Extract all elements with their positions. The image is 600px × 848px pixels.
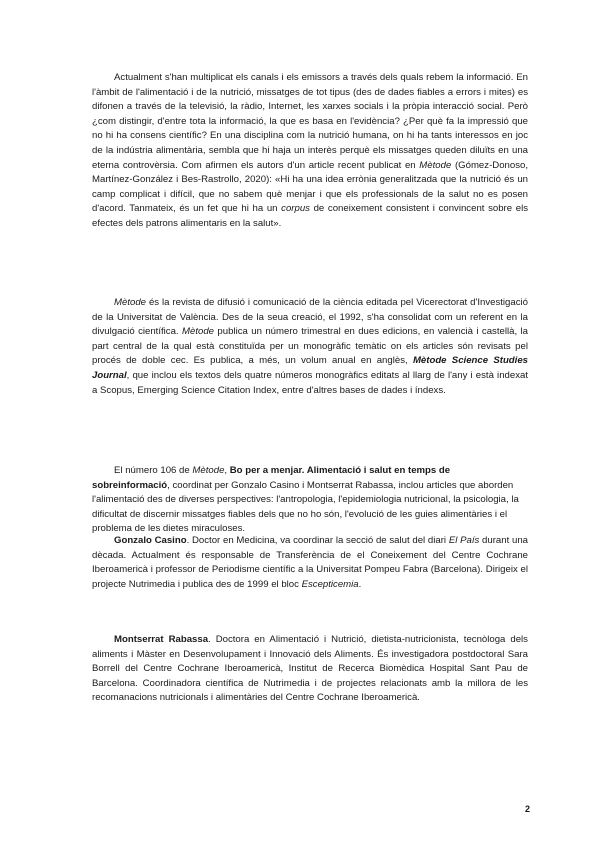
p5-name-montserrat-rabassa: Montserrat Rabassa (114, 634, 209, 645)
p4-italic-el-pais: El País (448, 535, 480, 546)
paragraph-metode-description (92, 296, 528, 398)
p4-name-gonzalo-casino: Gonzalo Casino (114, 535, 187, 546)
p3-italic-metode: Mètode (192, 465, 225, 476)
p4-text-3: . (358, 578, 362, 590)
p2-text-3: , que inclou els textos dels quatre números monogràfics editats al llarg de l'any i està indexat a Scopus, Emerging Science Citation Index, entre d'altres bases de dades i índexs. (92, 369, 528, 396)
p1-italic-metode: Mètode (419, 159, 452, 171)
p2-text-2: publica un número trimestral en dues edicions, en valencià i castellà, la part central de la qual està constituïda per un monogràfic temàtic on els articles són revisats pel procés de doble cec. Es publica, a més, un volum anual en anglès, (92, 326, 528, 367)
page-number: 2 (524, 804, 530, 814)
p2-italic-metode-1: Mètode (114, 297, 146, 308)
paragraph-intro (92, 71, 528, 232)
p2-italic-metode-2: Mètode (182, 326, 215, 338)
p3-text-2: , (224, 465, 230, 476)
paragraph-bio-montserrat-rabassa (92, 633, 528, 706)
p5-text-1: . Doctora en Alimentació i Nutrició, dietista-nutricionista, tecnòloga dels aliments i Màster en Desenvolupament i Innovació dels Aliments. És investigadora postdoctoral Sara Borrell del Centre Cochrane Iberoamericà, Institut de Recerca Biomèdica Hospital Sant Pau de Barcelona. Coordinadora científica de Nutrimedia i de projectes relacionats amb la millora de les recomanacions nutricionals i alimentàries del Centre Cochrane Iberoamericà. (92, 634, 528, 704)
p4-text-1: . Doctor en Medicina, va coordinar la secció de salut del diari (186, 535, 449, 546)
p1-text-3: de coneixement consistent i convincent sobre els efectes dels patrons alimentaris en la salut». (92, 203, 528, 229)
p3-text-1: El número 106 de (114, 465, 193, 476)
p1-text-2: (Gómez-Donoso, Martínez-González i Bes-Rastrollo, 2020): «Hi ha una idea errònia generalitzada que la nutrició és un camp complicat i difícil, que no sabem què menjar i que els professionals de la salut no es posen d'acord. Tanmateix, és un fet que hi ha un (92, 159, 528, 215)
p1-italic-corpus: corpus (281, 203, 310, 215)
p2-text-1: és la revista de difusió i comunicació de la ciència editada pel Vicerectorat d'Investigació de la Universitat de València. Des de la seua creació, el 1992, s'ha consolidat com un referent en la divulgació científica. (92, 297, 528, 338)
p3-text-3: , coordinat per Gonzalo Casino i Montserrat Rabassa, inclou articles que aborden l'alimentació des de diverses perspectives: l'antropologia, l'epidemiologia nutricional, la psicologia, la dificultat de discernir missatges fiables dels que no ho són, l'evolució de les guies alimentàries i el problema de les dietes miraculoses. (92, 479, 519, 535)
p4-italic-escepticemia: Escepticemia (301, 578, 359, 590)
p3-issue-title: Bo per a menjar. Alimentació i salut en temps de sobreinformació (92, 465, 451, 491)
p4-text-2: durant una dècada. Actualment és responsable de Transferència de el Coneixement del Centre Cochrane Iberoamericà i professor de Periodisme científic a la Universitat Pompeu Fabra (Barcelona). Dirigeix el projecte Nutrimedia i publica des de 1999 el bloc (92, 535, 528, 590)
p2-journal-title: Mètode Science Studies Journal (92, 355, 528, 381)
p1-text-1: Actualment s'han multiplicat els canals i els emissors a través dels quals rebem la informació. En l'àmbit de l'alimentació i de la nutrició, missatges de tot tipus (des de dades fiables a errors i mites) es difonen a través de la televisió, la ràdio, Internet, les xarxes socials i la pròpia interacció social. Però ¿com distingir, d'entre tota la informació, la que es basa en l'evidència? ¿Per què fa la impressió que no hi ha consens científic? En una disciplina com la nutrició humana, on hi ha tants interessos en joc de la indústria alimentària, sembla que hi haja un interès perquè els missatges queden diluïts en una eterna controvèrsia. Com afirmen els autors d'un article recent publicat en (92, 72, 528, 171)
paragraph-bio-gonzalo-casino (92, 534, 528, 592)
paragraph-issue-106 (92, 464, 528, 537)
